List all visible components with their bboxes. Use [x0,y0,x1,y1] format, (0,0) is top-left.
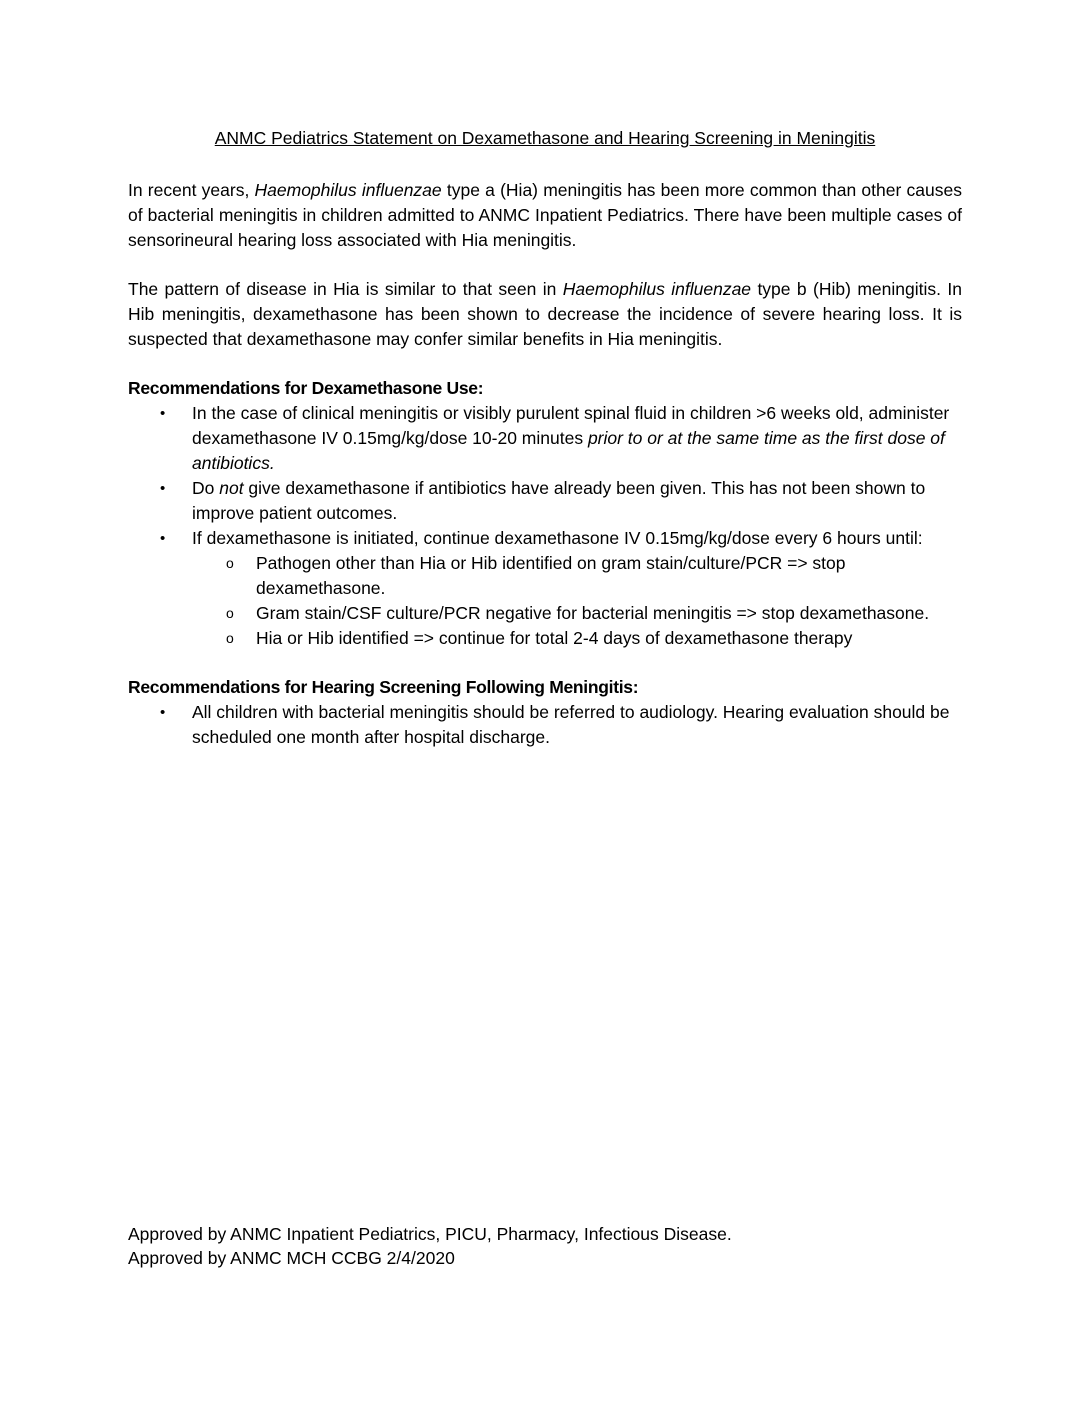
intro-text-start: In recent years, [128,180,255,200]
dex-item1-text: In the case of clinical meningitis or visibly purulent spinal fluid in children >6 weeks old, administer dexamethasone IV 0.15mg/kg/dose 10-20 minutes [192,403,950,448]
hearing-list [128,700,962,750]
pattern-paragraph [128,277,962,352]
bullet-icon: • [160,704,166,721]
dex-item2-text-start: Do [192,478,220,498]
bullet-icon: • [160,480,166,497]
circle-bullet-icon: o [226,605,234,621]
dex-item2-text-end: give dexamethasone if antibiotics have already been given. This has not been shown to improve patient outcomes. [192,478,926,523]
approval-footer [128,1222,962,1270]
circle-bullet-icon: o [226,555,234,571]
list-item [128,401,962,476]
approval-line-1: Approved by ANMC Inpatient Pediatrics, PICU, Pharmacy, Infectious Disease. [128,1224,732,1244]
list-item [128,700,962,750]
hearing-item1-text: All children with bacterial meningitis should be referred to audiology. Hearing evaluation should be scheduled one month after hospital discharge. [192,702,950,747]
hearing-heading: Recommendations for Hearing Screening Following Meningitis: [128,677,639,697]
dex-item2-emphasis: not [219,478,244,498]
sub-list-item [192,551,962,601]
bullet-icon: • [160,405,166,422]
bullet-icon: • [160,530,166,547]
sub-item-text: Hia or Hib identified => continue for total 2-4 days of dexamethasone therapy [256,628,853,648]
sub-list-item [192,601,962,626]
list-item [128,526,962,651]
sub-list-item [192,626,962,651]
dex-sub-list [192,551,962,651]
sub-item-text: Gram stain/CSF culture/PCR negative for bacterial meningitis => stop dexamethasone. [256,603,930,623]
document-body [128,126,962,774]
list-item [128,476,962,526]
pattern-organism-name: Haemophilus influenzae [562,279,752,299]
dex-item3-text: If dexamethasone is initiated, continue dexamethasone IV 0.15mg/kg/dose every 6 hours until: [192,528,923,548]
intro-paragraph [128,178,962,253]
dex-item1-emphasis: prior to or at the same time as the first dose of antibiotics. [192,428,945,473]
approval-line-2: Approved by ANMC MCH CCBG 2/4/2020 [128,1248,455,1268]
circle-bullet-icon: o [226,630,234,646]
dexamethasone-list [128,401,962,651]
pattern-text-start: The pattern of disease in Hia is similar to that seen in [128,279,563,299]
intro-text-end: type a (Hia) meningitis has been more common than other causes of bacterial meningitis in children admitted to ANMC Inpatient Pediatrics. There have been multiple cases of sensorineural hearing loss associated with Hia meningitis. [128,180,962,250]
intro-organism-name: Haemophilus influenzae [254,180,442,200]
document-title: ANMC Pediatrics Statement on Dexamethasone and Hearing Screening in Meningitis [214,128,876,148]
dexamethasone-heading: Recommendations for Dexamethasone Use: [128,378,484,398]
sub-item-text: Pathogen other than Hia or Hib identified on gram stain/culture/PCR => stop dexamethasone. [256,553,846,598]
pattern-text-end: type b (Hib) meningitis. In Hib meningitis, dexamethasone has been shown to decrease the incidence of severe hearing loss. It is suspected that dexamethasone may confer similar benefits in Hia meningitis. [128,279,962,349]
